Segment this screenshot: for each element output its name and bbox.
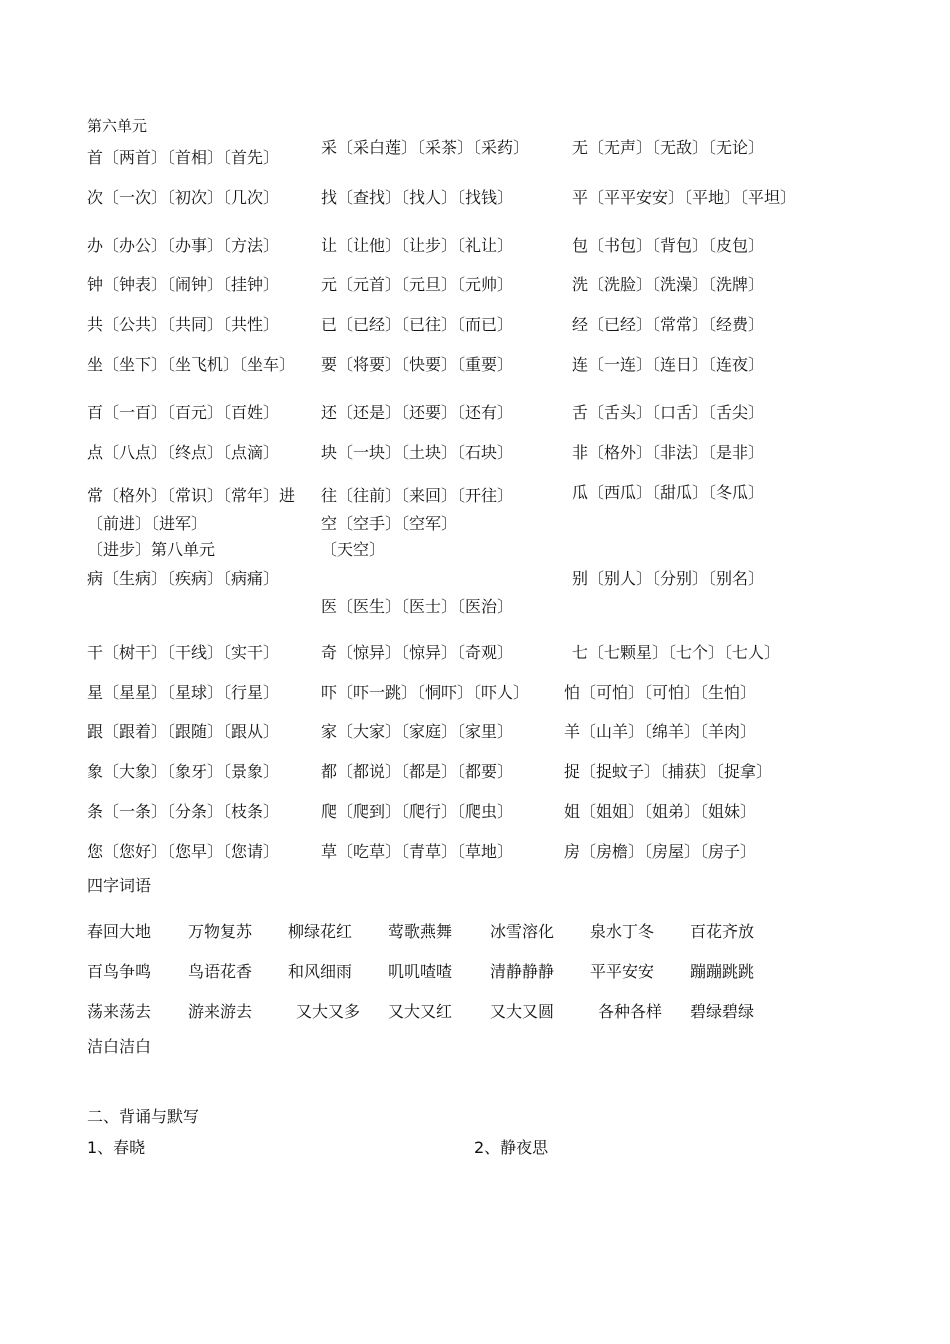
phrase: 清静静静 xyxy=(490,962,555,981)
vocab-entry: 家〔大家〕〔家庭〕〔家里〕 xyxy=(321,722,514,741)
vocab-entry: 采〔采白莲〕〔采茶〕〔采药〕 xyxy=(321,138,530,157)
vocab-entry: 让〔让他〕〔让步〕〔礼让〕 xyxy=(321,236,514,255)
vocab-entry: 都〔都说〕〔都是〕〔都要〕 xyxy=(321,762,514,781)
vocab-entry: 非〔格外〕〔非法〕〔是非〕 xyxy=(572,443,765,462)
vocab-entry: 元〔元首〕〔元旦〕〔元帅〕 xyxy=(321,275,514,294)
poem-title-1: 1、春晓 xyxy=(87,1138,146,1157)
phrase: 莺歌燕舞 xyxy=(388,922,453,941)
vocab-entry: 怕〔可怕〕〔可怕〕〔生怕〕 xyxy=(564,683,757,702)
vocab-entry: 条〔一条〕〔分条〕〔枝条〕 xyxy=(87,802,280,821)
phrase: 又大又红 xyxy=(388,1002,453,1021)
phrase: 荡来荡去 xyxy=(87,1002,152,1021)
vocab-entry: 病〔生病〕〔疾病〕〔病痛〕 xyxy=(87,569,280,588)
phrase: 春回大地 xyxy=(87,922,152,941)
vocab-entry: 要〔将要〕〔快要〕〔重要〕 xyxy=(321,355,514,374)
phrase: 又大又圆 xyxy=(490,1002,555,1021)
phrase: 冰雪溶化 xyxy=(490,922,555,941)
vocab-entry: 已〔已经〕〔已往〕〔而已〕 xyxy=(321,315,514,334)
vocab-entry: 瓜〔西瓜〕〔甜瓜〕〔冬瓜〕 xyxy=(572,483,765,502)
four-char-title: 四字词语 xyxy=(87,876,152,895)
phrase: 又大又多 xyxy=(296,1002,361,1021)
vocab-entry: 象〔大象〕〔象牙〕〔景象〕 xyxy=(87,762,280,781)
vocab-entry: 往〔往前〕〔来回〕〔开往〕空〔空手〕〔空军〕 xyxy=(321,486,514,533)
vocab-entry: 块〔一块〕〔土块〕〔石块〕 xyxy=(321,443,514,462)
vocab-entry: 医〔医生〕〔医士〕〔医治〕 xyxy=(321,597,514,616)
vocab-entry: 常〔格外〕〔常识〕〔常年〕进〔前进〕〔进军〕 xyxy=(87,486,296,533)
phrase: 万物复苏 xyxy=(188,922,253,941)
phrase: 蹦蹦跳跳 xyxy=(690,962,755,981)
vocab-entry: 星〔星星〕〔星球〕〔行星〕 xyxy=(87,683,280,702)
vocab-entry: 爬〔爬到〕〔爬行〕〔爬虫〕 xyxy=(321,802,514,821)
phrase: 叽叽喳喳 xyxy=(388,962,453,981)
vocab-entry: 姐〔姐姐〕〔姐弟〕〔姐妹〕 xyxy=(564,802,757,821)
vocab-entry: 七〔七颗星〕〔七个〕〔七人〕 xyxy=(572,643,781,662)
vocab-entry: 捉〔捉蚊子〕〔捕获〕〔捉拿〕 xyxy=(564,762,773,781)
vocab-entry: 干〔树干〕〔干线〕〔实干〕 xyxy=(87,643,280,662)
poem-title-2: 2、静夜思 xyxy=(474,1138,549,1157)
vocab-entry: 找〔查找〕〔找人〕〔找钱〕 xyxy=(321,188,514,207)
vocab-entry: 共〔公共〕〔共同〕〔共性〕 xyxy=(87,315,280,334)
vocab-entry: 办〔办公〕〔办事〕〔方法〕 xyxy=(87,236,280,255)
vocab-entry: 平〔平平安安〕〔平地〕〔平坦〕 xyxy=(572,188,797,207)
vocab-entry: 首〔两首〕〔首相〕〔首先〕 xyxy=(87,148,280,167)
vocab-entry: 〔天空〕 xyxy=(321,540,386,559)
vocab-entry: 经〔已经〕〔常常〕〔经费〕 xyxy=(572,315,765,334)
section2-title: 二、背诵与默写 xyxy=(87,1107,200,1126)
unit6-title: 第六单元 xyxy=(87,117,148,135)
vocab-entry: 房〔房檐〕〔房屋〕〔房子〕 xyxy=(564,842,757,861)
phrase: 柳绿花红 xyxy=(288,922,353,941)
phrase: 百鸟争鸣 xyxy=(87,962,152,981)
vocab-entry: 洗〔洗脸〕〔洗澡〕〔洗牌〕 xyxy=(572,275,765,294)
vocab-entry: 跟〔跟着〕〔跟随〕〔跟从〕 xyxy=(87,722,280,741)
phrase: 百花齐放 xyxy=(690,922,755,941)
phrase: 洁白洁白 xyxy=(87,1037,152,1056)
vocab-entry: 您〔您好〕〔您早〕〔您请〕 xyxy=(87,842,280,861)
vocab-entry: 奇〔惊异〕〔惊异〕〔奇观〕 xyxy=(321,643,514,662)
vocab-entry: 百〔一百〕〔百元〕〔百姓〕 xyxy=(87,403,280,422)
vocab-entry: 吓〔吓一跳〕〔恫吓〕〔吓人〕 xyxy=(321,683,530,702)
vocab-entry: 草〔吃草〕〔青草〕〔草地〕 xyxy=(321,842,514,861)
phrase: 和风细雨 xyxy=(288,962,353,981)
phrase: 泉水丁冬 xyxy=(590,922,655,941)
vocab-entry: 包〔书包〕〔背包〕〔皮包〕 xyxy=(572,236,765,255)
phrase: 各种各样 xyxy=(598,1002,663,1021)
vocab-entry: 舌〔舌头〕〔口舌〕〔舌尖〕 xyxy=(572,403,765,422)
vocab-entry: 连〔一连〕〔连日〕〔连夜〕 xyxy=(572,355,765,374)
vocab-entry: 次〔一次〕〔初次〕〔几次〕 xyxy=(87,188,280,207)
vocab-entry: 坐〔坐下〕〔坐飞机〕〔坐车〕 xyxy=(87,355,296,374)
phrase: 平平安安 xyxy=(590,962,655,981)
vocab-entry: 别〔别人〕〔分别〕〔别名〕 xyxy=(572,569,765,588)
phrase: 碧绿碧绿 xyxy=(690,1002,755,1021)
phrase: 游来游去 xyxy=(188,1002,253,1021)
vocab-entry: 还〔还是〕〔还要〕〔还有〕 xyxy=(321,403,514,422)
phrase: 鸟语花香 xyxy=(188,962,253,981)
vocab-entry: 羊〔山羊〕〔绵羊〕〔羊肉〕 xyxy=(564,722,757,741)
vocab-entry: 点〔八点〕〔终点〕〔点滴〕 xyxy=(87,443,280,462)
vocab-entry: 无〔无声〕〔无敌〕〔无论〕 xyxy=(572,138,765,157)
vocab-entry: 钟〔钟表〕〔闹钟〕〔挂钟〕 xyxy=(87,275,280,294)
unit8-title-line: 〔进步〕第八单元 xyxy=(87,540,216,559)
